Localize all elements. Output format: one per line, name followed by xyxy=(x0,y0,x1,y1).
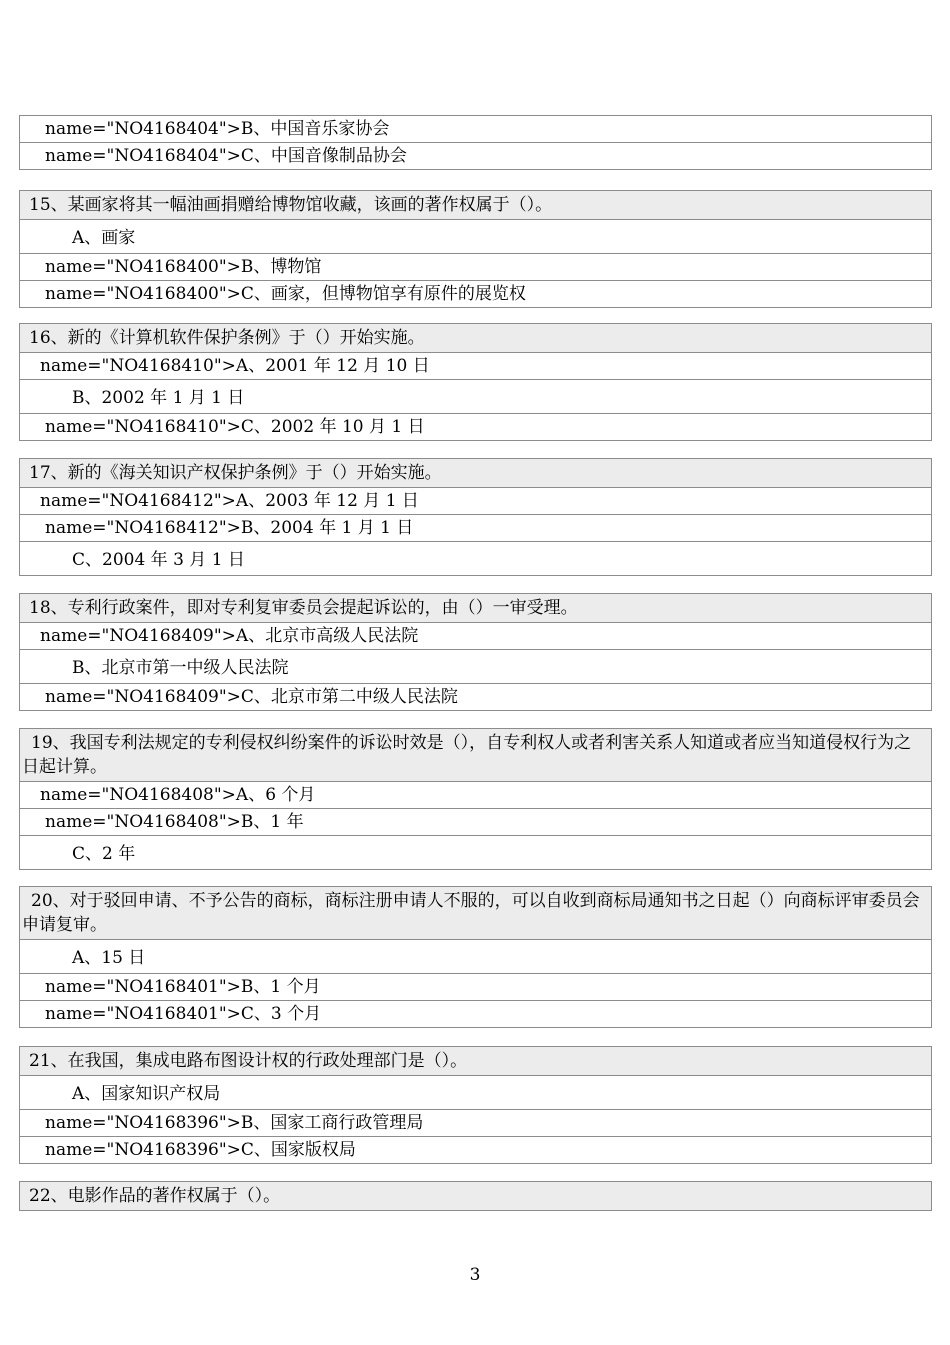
question-text: 21、在我国，集成电路布图设计权的行政处理部门是（）。 xyxy=(20,1047,931,1076)
option-c: C、2004 年 3 月 1 日 xyxy=(20,541,931,575)
option-b: B、2002 年 1 月 1 日 xyxy=(20,379,931,413)
option-c: name="NO4168396">C、国家版权局 xyxy=(20,1136,931,1163)
question-block-17 xyxy=(19,458,932,576)
question-text: 19、我国专利法规定的专利侵权纠纷案件的诉讼时效是（），自专利权人或者利害关系人知道或者应当知道侵权行为之日起计算。 xyxy=(20,729,931,782)
option-c: name="NO4168410">C、2002 年 10 月 1 日 xyxy=(20,413,931,440)
option-c: name="NO4168409">C、北京市第二中级人民法院 xyxy=(20,683,931,710)
option-a: name="NO4168408">A、6 个月 xyxy=(40,785,316,805)
question-text: 18、专利行政案件，即对专利复审委员会提起诉讼的，由（）一审受理。 xyxy=(20,594,931,623)
question-block-continued xyxy=(19,115,932,170)
option-a: name="NO4168409">A、北京市高级人民法院 xyxy=(40,626,419,646)
option-a: name="NO4168412">A、2003 年 12 月 1 日 xyxy=(40,491,419,511)
question-text: 20、对于驳回申请、不予公告的商标，商标注册申请人不服的，可以自收到商标局通知书之日起（）向商标评审委员会申请复审。 xyxy=(20,887,931,940)
option-b: name="NO4168408">B、1 年 xyxy=(20,808,931,835)
question-block-19 xyxy=(19,728,932,870)
option-c: name="NO4168404">C、中国音像制品协会 xyxy=(20,142,931,169)
page-number: 3 xyxy=(469,1265,481,1285)
option-b: name="NO4168400">B、博物馆 xyxy=(20,253,931,280)
question-text: 17、新的《海关知识产权保护条例》于（）开始实施。 xyxy=(20,459,931,488)
question-block-18 xyxy=(19,593,932,711)
option-b: name="NO4168412">B、2004 年 1 月 1 日 xyxy=(20,514,931,541)
question-block-16 xyxy=(19,323,932,441)
question-block-22 xyxy=(19,1181,932,1211)
option-c: name="NO4168400">C、画家，但博物馆享有原件的展览权 xyxy=(20,280,931,307)
option-b: name="NO4168404">B、中国音乐家协会 xyxy=(45,119,390,139)
question-text: 15、某画家将其一幅油画捐赠给博物馆收藏，该画的著作权属于（）。 xyxy=(20,191,931,220)
option-b: B、北京市第一中级人民法院 xyxy=(20,649,931,683)
question-block-21 xyxy=(19,1046,932,1164)
question-block-20 xyxy=(19,886,932,1028)
option-b: name="NO4168396">B、国家工商行政管理局 xyxy=(20,1109,931,1136)
option-b: name="NO4168401">B、1 个月 xyxy=(20,973,931,1000)
option-a: A、画家 xyxy=(72,228,136,248)
option-a: A、15 日 xyxy=(72,948,146,968)
option-c: name="NO4168401">C、3 个月 xyxy=(20,1000,931,1027)
option-c: C、2 年 xyxy=(20,835,931,869)
question-block-15 xyxy=(19,190,932,308)
option-a: A、国家知识产权局 xyxy=(72,1084,221,1104)
question-text: 22、电影作品的著作权属于（）。 xyxy=(20,1182,931,1210)
option-a: name="NO4168410">A、2001 年 12 月 10 日 xyxy=(40,356,430,376)
question-text: 16、新的《计算机软件保护条例》于（）开始实施。 xyxy=(20,324,931,353)
